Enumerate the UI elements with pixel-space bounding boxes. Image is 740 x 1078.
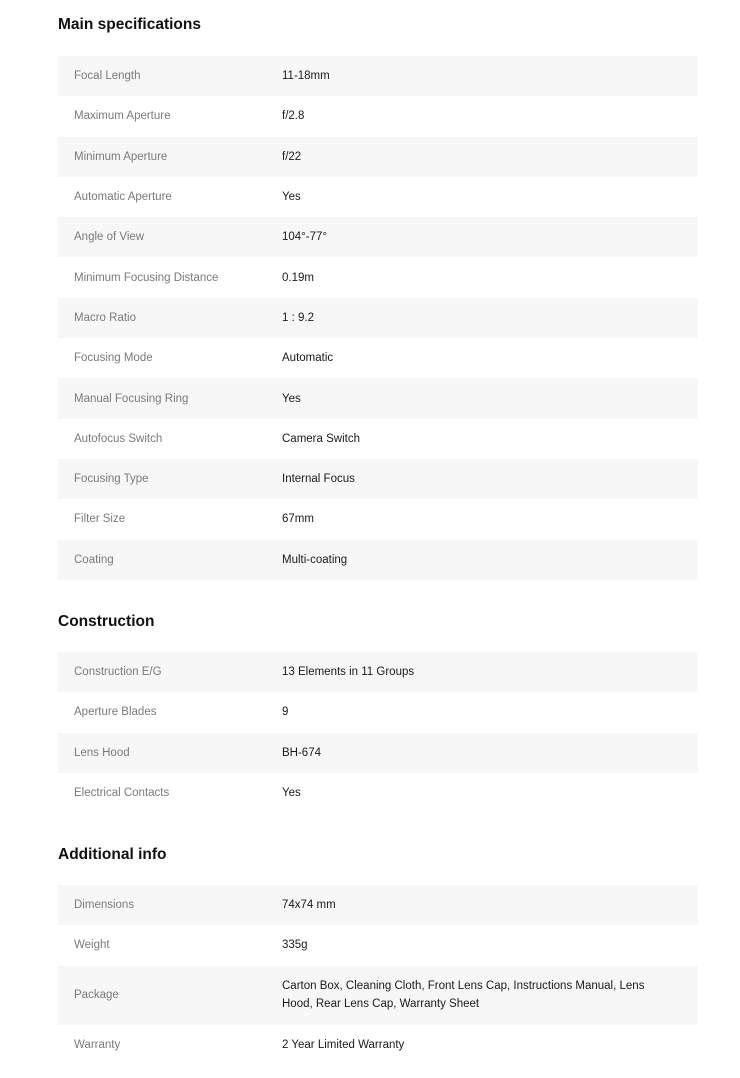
section-title: Main specifications	[58, 16, 201, 33]
spec-table	[58, 652, 698, 813]
spec-row	[58, 652, 698, 692]
spec-row	[58, 378, 698, 418]
spec-value: Carton Box, Cleaning Cloth, Front Lens Cap, Instructions Manual, Lens Hood, Rear Lens Cap, Warranty Sheet	[282, 980, 645, 1011]
spec-label: Maximum Aperture	[74, 110, 171, 123]
spec-row	[58, 217, 698, 257]
spec-label: Construction E/G	[74, 666, 162, 679]
spec-label: Minimum Focusing Distance	[74, 271, 219, 284]
spec-row	[58, 692, 698, 732]
spec-row	[58, 137, 698, 177]
spec-label: Weight	[74, 939, 110, 952]
spec-value: BH-674	[282, 746, 321, 759]
spec-row	[58, 966, 698, 1025]
section-title: Construction	[58, 613, 155, 630]
spec-value: Multi-coating	[282, 553, 348, 566]
spec-value: 67mm	[282, 513, 314, 526]
spec-table	[58, 56, 698, 580]
spec-value: 74x74 mm	[282, 899, 336, 912]
spec-value: Internal Focus	[282, 473, 355, 486]
spec-label: Package	[74, 989, 119, 1002]
spec-label: Aperture Blades	[74, 706, 157, 719]
section-title: Additional info	[58, 846, 167, 863]
spec-label: Lens Hood	[74, 746, 130, 759]
spec-row	[58, 733, 698, 773]
spec-row	[58, 257, 698, 297]
spec-value: f/2.8	[282, 110, 305, 123]
spec-row	[58, 925, 698, 965]
spec-row	[58, 419, 698, 459]
spec-label: Warranty	[74, 1038, 121, 1051]
construction-section	[58, 607, 698, 813]
spec-row	[58, 56, 698, 96]
spec-label: Automatic Aperture	[74, 191, 172, 204]
spec-row	[58, 338, 698, 378]
spec-label: Dimensions	[74, 899, 135, 912]
spec-value: Yes	[282, 787, 301, 800]
spec-label: Macro Ratio	[74, 311, 136, 324]
spec-value: 1 : 9.2	[282, 311, 314, 324]
spec-value: 0.19m	[282, 271, 314, 284]
spec-value: 2 Year Limited Warranty	[282, 1038, 405, 1051]
spec-row	[58, 499, 698, 539]
spec-row	[58, 177, 698, 217]
spec-label: Focusing Mode	[74, 352, 153, 365]
spec-row	[58, 885, 698, 925]
spec-value: 9	[282, 706, 289, 719]
spec-label: Coating	[74, 553, 114, 566]
spec-label: Focusing Type	[74, 473, 149, 486]
spec-label: Focal Length	[74, 70, 141, 83]
spec-value: f/22	[282, 150, 302, 163]
spec-value: 335g	[282, 939, 308, 952]
spec-value: 11-18mm	[282, 70, 330, 83]
spec-label: Electrical Contacts	[74, 787, 170, 800]
spec-label: Angle of View	[74, 231, 145, 244]
spec-row	[58, 773, 698, 813]
spec-table	[58, 885, 698, 1065]
spec-value: Camera Switch	[282, 432, 360, 445]
spec-value: 104°-77°	[282, 231, 328, 244]
spec-value: Automatic	[282, 352, 334, 365]
spec-value: 13 Elements in 11 Groups	[282, 666, 415, 679]
spec-label: Autofocus Switch	[74, 432, 163, 445]
spec-label: Minimum Aperture	[74, 150, 168, 163]
spec-value: Yes	[282, 191, 301, 204]
spec-label: Manual Focusing Ring	[74, 392, 189, 405]
spec-row	[58, 96, 698, 136]
spec-row	[58, 540, 698, 580]
spec-row	[58, 459, 698, 499]
main-specifications-section	[58, 10, 698, 580]
spec-value: Yes	[282, 392, 301, 405]
spec-label: Filter Size	[74, 513, 126, 526]
additional-info-section	[58, 840, 698, 1065]
spec-row	[58, 1025, 698, 1065]
spec-row	[58, 298, 698, 338]
